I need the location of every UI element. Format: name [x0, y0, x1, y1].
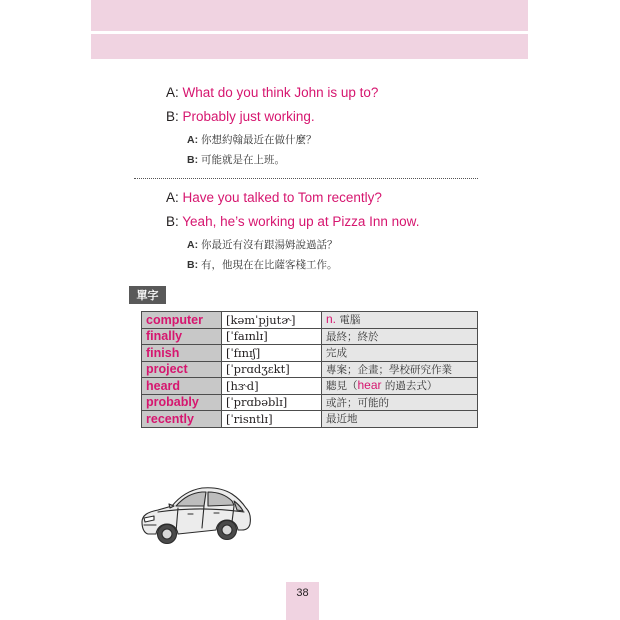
translation-text: 可能就是在上班。	[201, 154, 286, 166]
vocab-word: computer	[142, 312, 222, 329]
vocab-word: project	[142, 361, 222, 378]
vocab-word: recently	[142, 411, 222, 428]
speaker-label: A:	[166, 85, 179, 100]
page-number: 38	[286, 582, 319, 620]
vocab-word: heard	[142, 378, 222, 395]
speaker-label: B:	[187, 259, 199, 271]
meaning-text: 電腦	[339, 314, 361, 327]
vocab-ipa: [ˈfaɪnlɪ]	[222, 328, 322, 345]
vocab-ipa: [kəmˈpjutɚ]	[222, 312, 322, 329]
vocab-word: probably	[142, 394, 222, 411]
speaker-label: A:	[166, 190, 179, 205]
vocab-meaning: 或許；可能的	[322, 394, 478, 411]
vocab-ipa: [ˈrisntlɪ]	[222, 411, 322, 428]
vocab-meaning: 專案；企畫；學校研究作業	[322, 361, 478, 378]
vocab-ipa: [ˈprɑbəblɪ]	[222, 394, 322, 411]
vocab-meaning	[322, 312, 478, 329]
translation-text: 有，他現在在比薩客棧工作。	[201, 259, 338, 271]
car-icon	[138, 482, 254, 548]
meaning-highlight: hear	[357, 378, 382, 393]
vocab-word: finally	[142, 328, 222, 345]
vocab-ipa: [ˈprɑdʒɛkt]	[222, 361, 322, 378]
vocab-ipa: [hɝd]	[222, 378, 322, 395]
vocab-row	[142, 312, 478, 329]
vocab-meaning	[322, 378, 478, 395]
speaker-label: A:	[187, 239, 199, 251]
vocab-ipa: [ˈfɪnɪʃ]	[222, 345, 322, 362]
dialogue-text: Yeah, he’s working up at Pizza Inn now.	[182, 214, 420, 229]
dialogue-text: Probably just working.	[182, 109, 315, 124]
speaker-label: B:	[187, 154, 199, 166]
translation-text: 你最近有沒有跟湯姆說過話？	[201, 239, 338, 251]
vocab-row	[142, 411, 478, 428]
vocab-section-label: 單字	[129, 286, 166, 304]
header-band-bottom	[91, 34, 528, 59]
dialogue-2-line-b	[166, 214, 419, 229]
speaker-label: B:	[166, 109, 179, 124]
translation-text: 你想約翰最近在做什麼？	[201, 134, 317, 146]
vocab-word: finish	[142, 345, 222, 362]
dialogue-1-line-a	[166, 85, 378, 100]
vocab-row	[142, 378, 478, 395]
vocab-meaning: 完成	[322, 345, 478, 362]
vocab-meaning: 最終；終於	[322, 328, 478, 345]
dialogue-2-line-a	[166, 190, 382, 205]
dotted-divider	[134, 178, 478, 179]
dialogue-1-translation-a	[187, 132, 317, 147]
speaker-label: A:	[187, 134, 199, 146]
dialogue-2-translation-b	[187, 257, 338, 272]
meaning-text: 聽見（	[326, 380, 358, 393]
vocab-row	[142, 361, 478, 378]
meaning-text: 的過去式）	[384, 380, 438, 393]
speaker-label: B:	[166, 214, 179, 229]
vocab-table	[141, 311, 478, 428]
vocab-row	[142, 345, 478, 362]
dialogue-text: What do you think John is up to?	[182, 85, 379, 100]
vocab-meaning: 最近地	[322, 411, 478, 428]
vocab-row	[142, 328, 478, 345]
part-of-speech: n.	[326, 312, 337, 327]
header-band-top	[91, 0, 528, 31]
dialogue-2-translation-a	[187, 237, 338, 252]
dialogue-1-line-b	[166, 109, 315, 124]
dialogue-text: Have you talked to Tom recently?	[182, 190, 382, 205]
dialogue-1-translation-b	[187, 152, 285, 167]
vocab-row	[142, 394, 478, 411]
